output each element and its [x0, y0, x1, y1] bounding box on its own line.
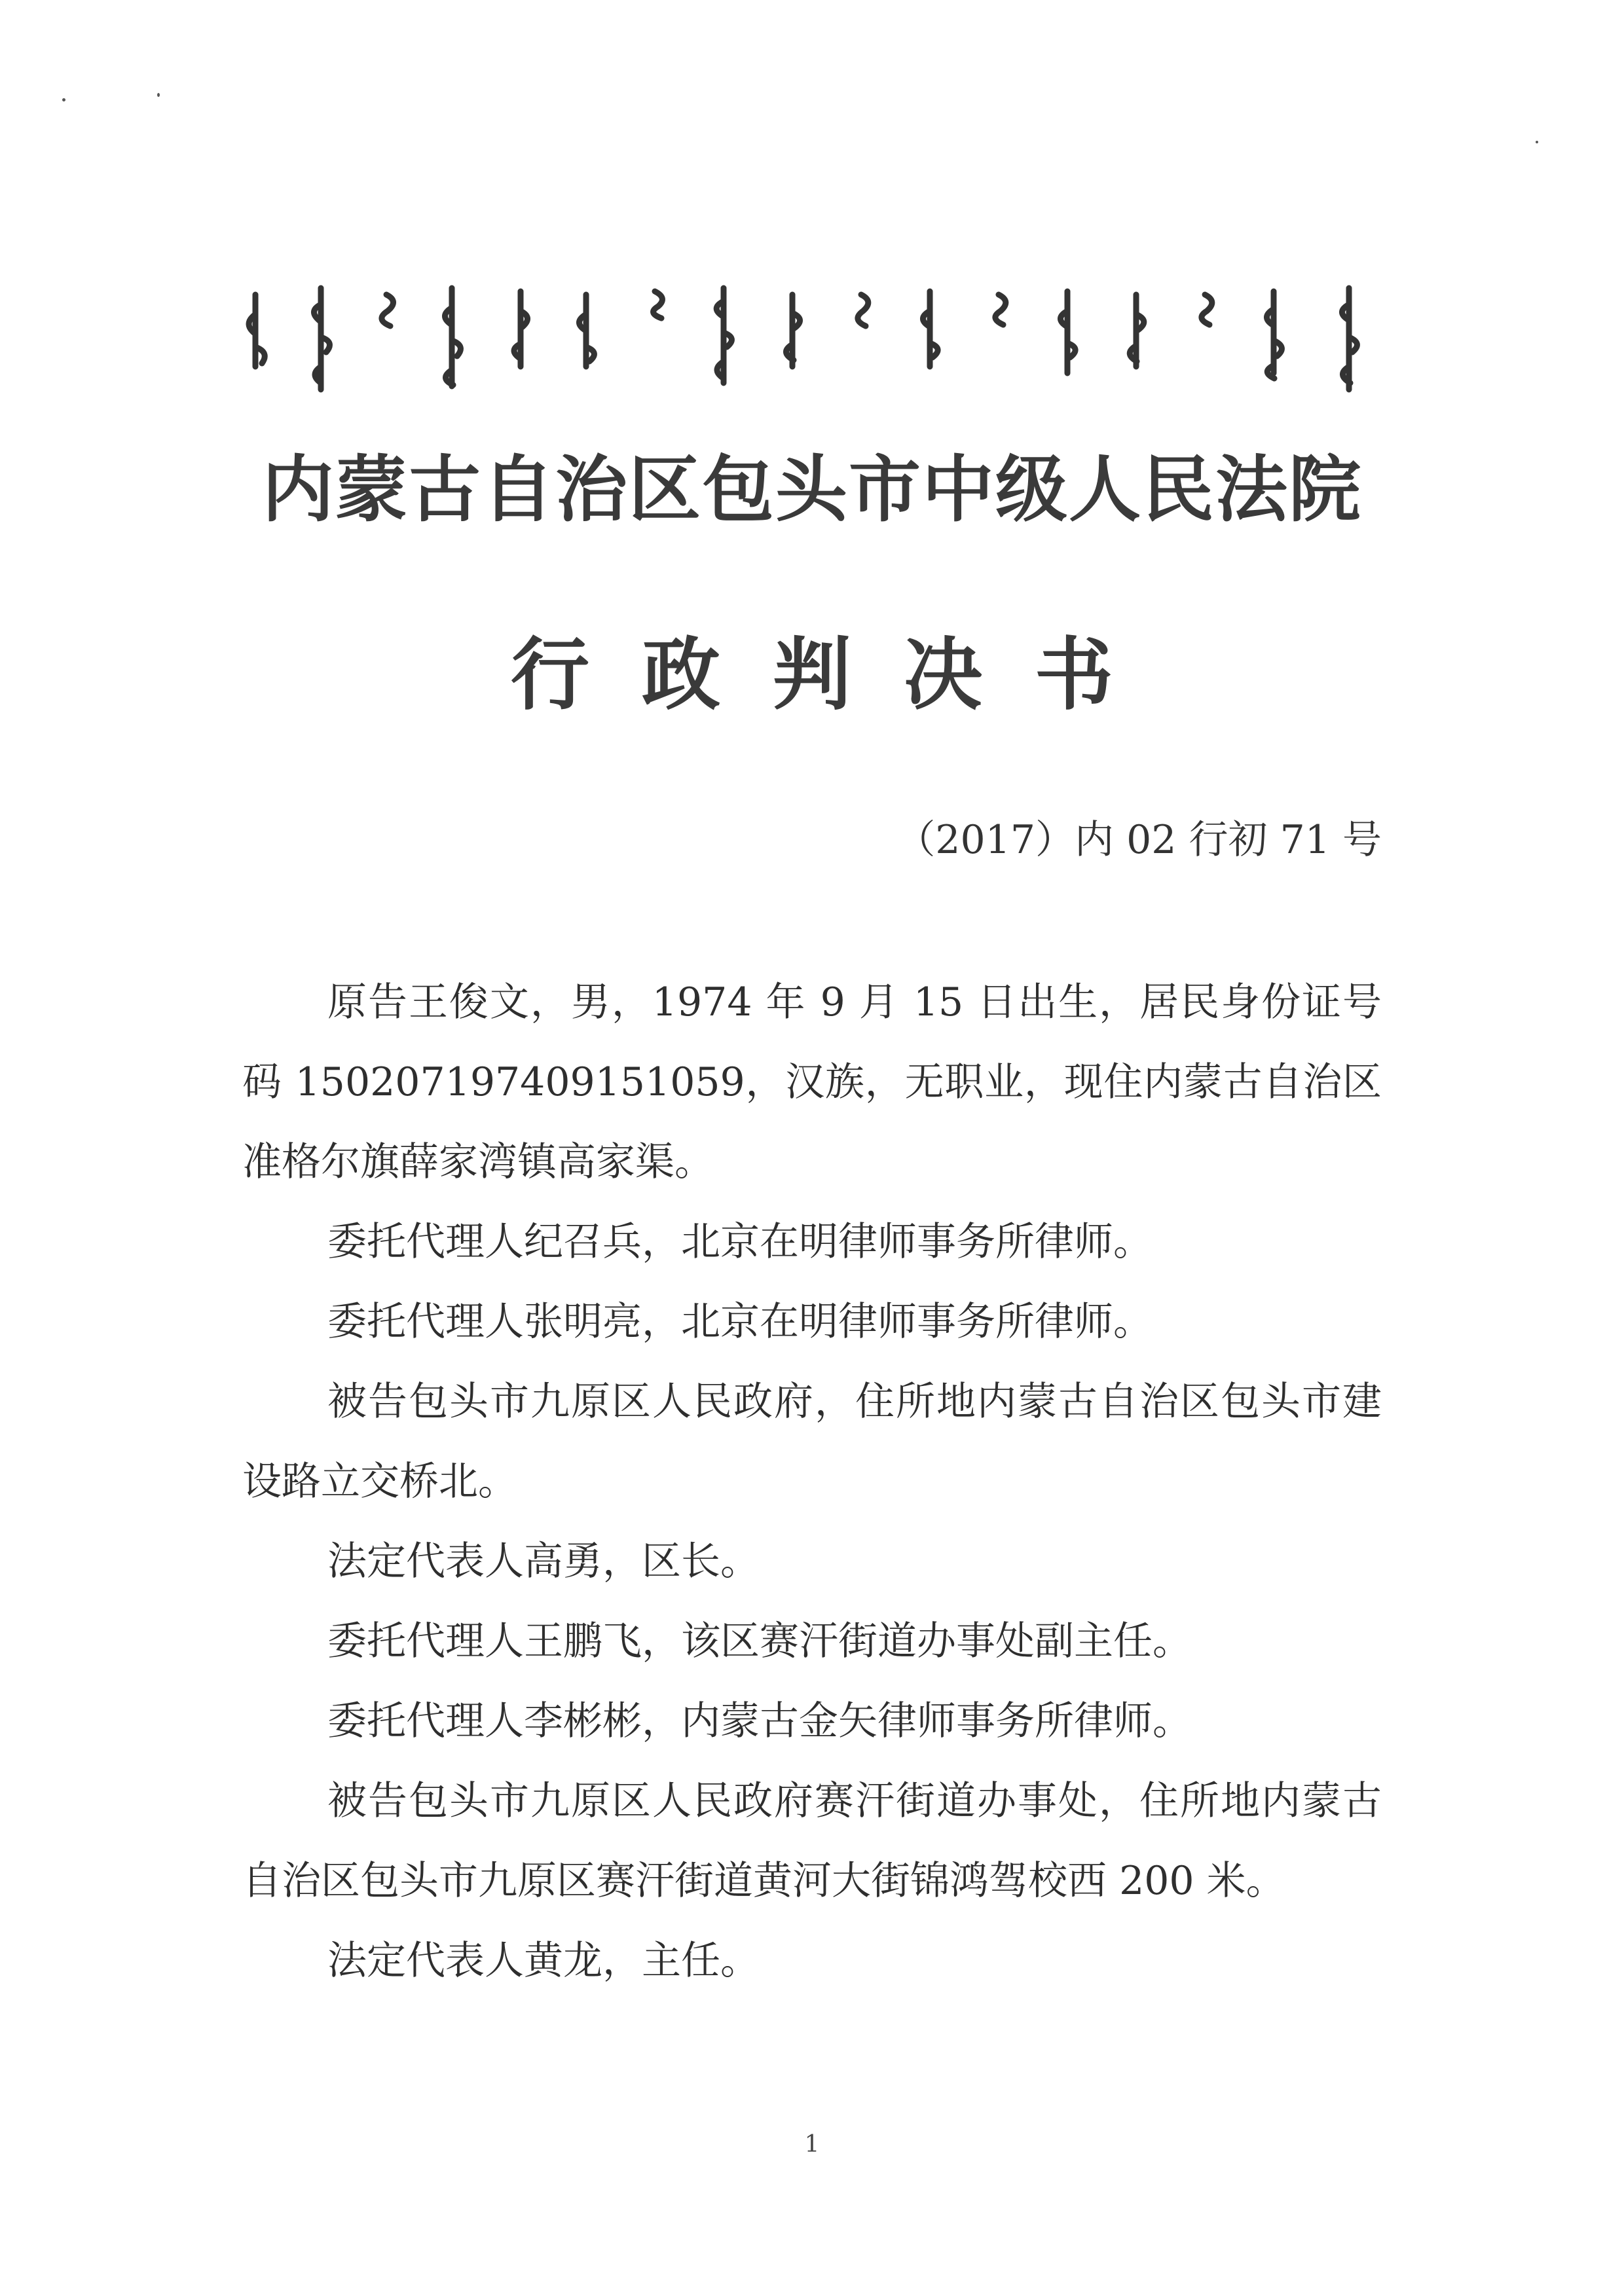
agent-paragraph: 委托代理人张明亮，北京在明律师事务所律师。: [327, 1299, 1153, 1345]
scan-speck: [157, 93, 160, 97]
agent-paragraph: 委托代理人纪召兵，北京在明律师事务所律师。: [327, 1219, 1153, 1265]
plaintiff-paragraph: 原告王俊文，男，1974 年 9 月 15 日出生，居民身份证号码 150207197409151059，汉族，无职业，现住内蒙古自治区准格尔旗薛家湾镇高家渠。: [242, 979, 1382, 1185]
agent-paragraph: 委托代理人李彬彬，内蒙古金矢律师事务所律师。: [327, 1698, 1192, 1744]
defendant-paragraph: 被告包头市九原区人民政府，住所地内蒙古自治区包头市建设路立交桥北。: [242, 1379, 1382, 1504]
legal-representative-paragraph: 法定代表人黄龙，主任。: [327, 1938, 760, 1984]
defendant-paragraph: 被告包头市九原区人民政府赛汗街道办事处，住所地内蒙古自治区包头市九原区赛汗街道黄河大街锦鸿驾校西 200 米。: [242, 1778, 1382, 1904]
document-body: [242, 962, 1382, 2001]
court-name-heading: 内蒙古自治区包头市中级人民法院: [262, 448, 1362, 532]
legal-representative-paragraph: 法定代表人高勇，区长。: [327, 1539, 760, 1584]
page-number: 1: [804, 2131, 820, 2158]
document-type-heading: 行政判决书: [511, 629, 1166, 721]
case-number: （2017）内 02 行初 71 号: [896, 817, 1382, 863]
scan-speck: [62, 98, 65, 101]
scan-speck: [1536, 141, 1538, 143]
mongolian-title-graphic: [236, 275, 1388, 406]
agent-paragraph: 委托代理人王鹏飞，该区赛汗街道办事处副主任。: [327, 1618, 1192, 1664]
